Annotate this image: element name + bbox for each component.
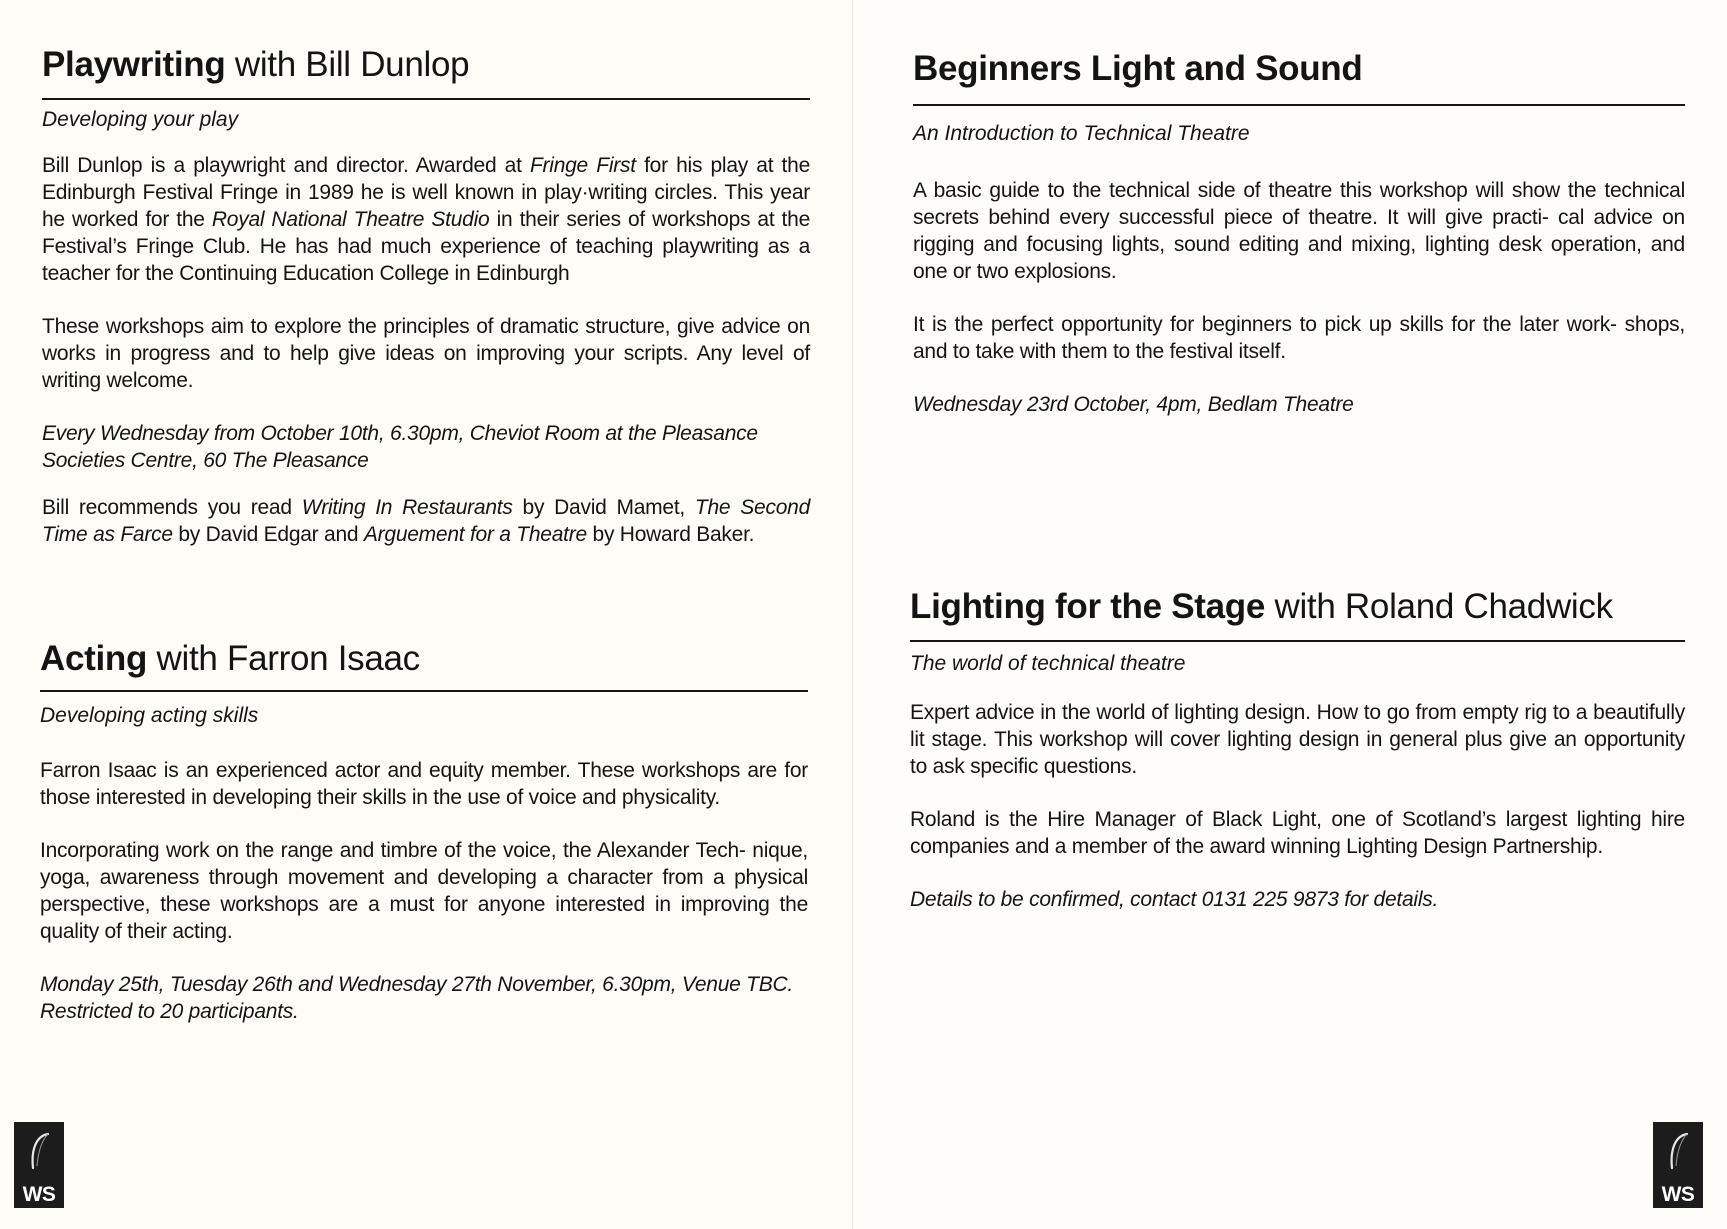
section-title bbox=[913, 48, 1685, 90]
beginners-section bbox=[913, 48, 1685, 418]
feather-quill-icon bbox=[14, 1122, 64, 1182]
text-run: for his play at the Edinburgh Festival Fringe in 1989 he is well known in play·writing circles. This year he worked for the bbox=[42, 154, 810, 231]
section-title-bold: Lighting for the Stage bbox=[910, 587, 1266, 626]
section-subtitle: The world of technical theatre bbox=[910, 652, 1186, 675]
italic-title: The Second Time as Farce bbox=[42, 496, 810, 546]
section-title bbox=[40, 638, 808, 680]
title-rule bbox=[913, 104, 1685, 106]
text-run: Bill recommends you read bbox=[42, 496, 302, 519]
title-rule bbox=[40, 690, 808, 692]
title-rule bbox=[42, 98, 810, 100]
acting-section bbox=[40, 638, 808, 1025]
section-title-bold: Acting bbox=[40, 639, 148, 678]
logo-text: WS bbox=[1661, 1183, 1695, 1206]
logo-text: WS bbox=[22, 1183, 56, 1206]
text-run: Bill Dunlop is a playwright and director. Awarded at bbox=[42, 154, 530, 177]
acting-schedule: Monday 25th, Tuesday 26th and Wednesday 27th November, 6.30pm, Venue TBC. Restricted to 20 participants. bbox=[40, 973, 793, 1023]
playwriting-bio bbox=[42, 152, 810, 287]
left-page bbox=[0, 0, 852, 1229]
section-title-rest: with Roland Chadwick bbox=[1265, 587, 1613, 626]
lighting-description: Expert advice in the world of lighting design. How to go from empty rig to a beautifully lit stage. This workshop will cover lighting design in general plus give an opportunity to ask specific questions. bbox=[910, 701, 1685, 778]
acting-description: Incorporating work on the range and timbre of the voice, the Alexander Tech- nique, yoga, awareness through movement and developing a character from a physical perspective, these workshops are a must for anyone interested in improving the quality of their acting. bbox=[40, 839, 808, 943]
beginners-schedule: Wednesday 23rd October, 4pm, Bedlam Theatre bbox=[913, 393, 1354, 416]
italic-title: Royal National Theatre Studio bbox=[211, 208, 490, 231]
section-title-rest: with Farron Isaac bbox=[147, 639, 420, 678]
section-title bbox=[42, 44, 810, 86]
section-subtitle: Developing acting skills bbox=[40, 704, 259, 727]
section-subtitle: Developing your play bbox=[42, 108, 239, 131]
lighting-section bbox=[910, 586, 1685, 913]
text-run: in their series of workshops at the Festival’s Fringe Club. He has had much experience of teaching playwriting as a teacher for the Continuing Education College in Edinburgh bbox=[42, 208, 811, 285]
italic-title: Fringe First bbox=[529, 154, 636, 177]
lighting-bio: Roland is the Hire Manager of Black Light, one of Scotland’s largest lighting hire companies and a member of the award winning Lighting Design Partnership. bbox=[910, 808, 1685, 858]
right-page bbox=[852, 0, 1727, 1229]
section-title-bold: Playwriting bbox=[42, 45, 226, 84]
italic-title: Arguement for a Theatre bbox=[363, 523, 587, 546]
feather-quill-icon bbox=[1653, 1122, 1703, 1182]
italic-title: Writing In Restaurants bbox=[301, 496, 513, 519]
text-run: by David Edgar and bbox=[172, 523, 364, 546]
beginners-opportunity: It is the perfect opportunity for beginners to pick up skills for the later work- shops, and to take with them to the festival itself. bbox=[913, 313, 1685, 363]
text-run: by David Mamet, bbox=[512, 496, 695, 519]
lighting-schedule: Details to be confirmed, contact 0131 225 9873 for details. bbox=[910, 888, 1439, 911]
acting-bio: Farron Isaac is an experienced actor and equity member. These workshops are for those interested in developing their skills in the use of voice and physicality. bbox=[40, 759, 808, 809]
section-title-rest: with Bill Dunlop bbox=[225, 45, 470, 84]
ws-logo bbox=[1653, 1122, 1703, 1208]
ws-logo bbox=[14, 1122, 64, 1208]
text-run: by Howard Baker. bbox=[586, 523, 755, 546]
beginners-description: A basic guide to the technical side of theatre this workshop will show the technical secrets behind every successful piece of theatre. It will give practi- cal advice on rigging and focusing lights, sound editing and mixing, lighting desk operation, and one or two explosions. bbox=[913, 179, 1685, 283]
title-rule bbox=[910, 640, 1685, 642]
playwriting-schedule: Every Wednesday from October 10th, 6.30pm, Cheviot Room at the Pleasance Societies Centre, 60 The Pleasance bbox=[42, 422, 758, 472]
playwriting-description: These workshops aim to explore the principles of dramatic structure, give advice on works in progress and to help give ideas on improving your scripts. Any level of writing welcome. bbox=[42, 315, 810, 392]
section-title-bold: Beginners Light and Sound bbox=[913, 49, 1363, 88]
section-subtitle: An Introduction to Technical Theatre bbox=[913, 122, 1250, 145]
playwriting-reading-list bbox=[42, 494, 810, 548]
section-title bbox=[910, 586, 1685, 628]
playwriting-section bbox=[42, 44, 810, 548]
